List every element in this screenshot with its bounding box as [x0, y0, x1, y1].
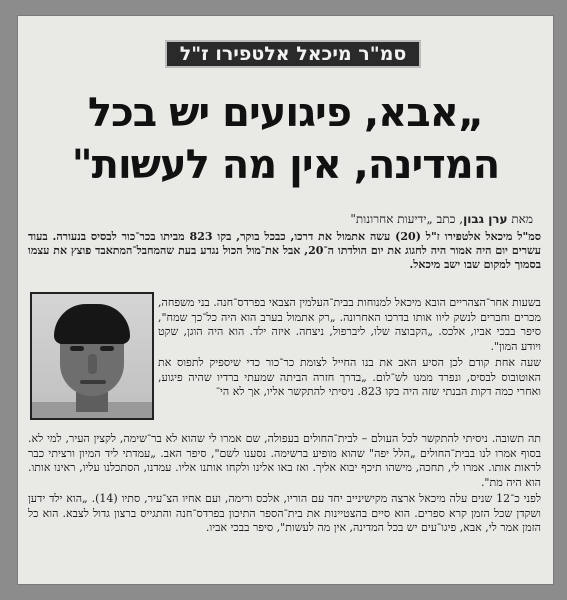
headline-line-2: המדינה, אין מה לעשות" — [71, 142, 500, 188]
photo-eye-left — [70, 346, 84, 351]
photo-eye-right — [100, 346, 114, 351]
newspaper-clipping — [18, 16, 553, 584]
byline-author: ערן גבון — [463, 212, 508, 226]
byline — [53, 212, 533, 227]
photo-hair — [54, 304, 130, 344]
photo-nose — [88, 354, 97, 374]
byline-prefix: מאת — [511, 212, 533, 226]
body-paragraph: לפני כ־12 שנים עלה מיכאל ארצה מקישינייב יחד עם הוריו, אלכס ורימה, ועם אחיו הצ־עיר, סתיו (14). „הוא ילד ידען ושקדן שכל הזמן קרא ספרים. הוא סיים בהצטיינות את בית־הספר התיכון בפרדס־חנה והתגייס ברצון גדול לצבא. הוא כל הזמן אמר לי, אבא, פיגו־עים יש בכל המדינה, אין מה לעשות", סיפר בבכי אביו. — [28, 492, 541, 534]
photo-mouth — [80, 380, 106, 384]
body-full-width — [28, 432, 541, 536]
lead-paragraph: סמ"ל מיכאל אלטפירו ז"ל (20) עשה אתמול את דרכו, כבכל בוקר, בקו 823 מביתו בכר־כור לבסיס בנעורה. בעוד עשרים יום היה אמור היה לחגוג את יום הולדתו ה־20, אבל את־מול הכול נגדע בעת שהמחבל־המתאבד פוצץ את עצמו בסמוך למקום שבו ישב מיכאל. — [28, 230, 542, 271]
body-paragraph: בשעות אחר־הצהריים הובא מיכאל למנוחות בבית־העלמין הצבאי בפרדס־חנה. בני משפחה, מכרים וחברים לנשק ליוו אותו בדרכו האחרונה. „רק אתמול בערב הוא היה כל־כך שמח", סיפר בבכי אביו, אלכס. „הקבוצה שלו, ליברפול, ניצחה. איזה ילד. הוא היה הוגן, שקט ויודע המון". — [158, 296, 541, 353]
body-column-beside-photo — [158, 296, 541, 400]
body-paragraph: שעה אחת קודם לכן הסיע האב את בנו החייל לצומת כר־כור כדי שיספיק לתפוס את האוטובוס לבסיס, ונפרד ממנו לש־לום. „בדרך חזרה הביתה שמעתי ברדיו שהיה פיגוע, ואחרי כמה דקות הבנתי שזה היה בקו 823. ניסיתי להתקשר אליו, אך לא הי־ — [158, 356, 541, 398]
byline-suffix: , כתב „ידיעות אחרונות" — [350, 212, 464, 226]
body-paragraph: תה תשובה. ניסיתי להתקשר לכל העולם – לבית־החולים בעפולה, שם אמרו לי שהוא לא בר־שימה, לקצין העיר, למי לא. בסוף אמרו לנו בבית־החולים „הלל יפה" שהוא מופיע ברשימה. נסענו לשם", סיפר האב. „עמדתי ליד המיון ורציתי כבר לראות אותו. אמרו לי, תחכה, מישהו תיכף יבוא אליך. ואז באו אלינו ולקחו אותנו אליו. עמדנו, הסתכלנו עליו, ראינו אותו. הוא היה מת". — [28, 432, 541, 489]
headline-line-1: „אבא, פיגועים יש בכל — [87, 90, 484, 136]
name-banner: סמ"ר מיכאל אלטפירו ז"ל — [165, 40, 421, 68]
portrait-photo — [30, 292, 154, 420]
